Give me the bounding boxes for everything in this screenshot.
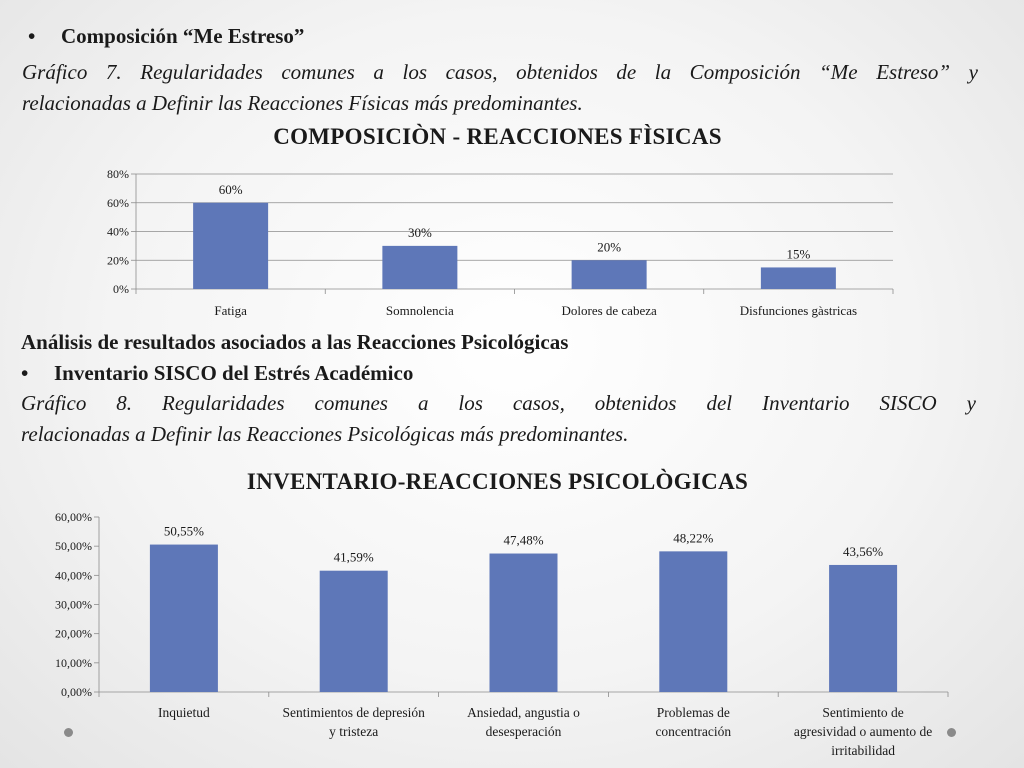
y-tick-label: 40,00% bbox=[55, 568, 92, 583]
x-tick-label: Problemas de bbox=[656, 705, 730, 720]
figure8-caption-line2: relacionadas a Definir las Reacciones Psicológicas más predominantes. bbox=[21, 422, 629, 446]
y-tick-label: 60,00% bbox=[55, 510, 92, 524]
figure7-caption-line1: Gráfico 7. Regularidades comunes a los casos, obtenidos de la Composición “Me Estreso” y bbox=[22, 60, 978, 84]
section2-heading: Análisis de resultados asociados a las Reacciones Psicológicas bbox=[21, 330, 569, 354]
bullet: • bbox=[28, 24, 36, 48]
bar bbox=[490, 554, 558, 692]
x-tick-label: Fatiga bbox=[214, 303, 247, 318]
data-label: 41,59% bbox=[333, 549, 374, 565]
slide-dot-left bbox=[64, 728, 73, 737]
x-tick-label: desesperación bbox=[485, 724, 562, 739]
figure7-caption-line2: relacionadas a Definir las Reacciones Físicas más predominantes. bbox=[22, 91, 583, 115]
y-tick-label: 60% bbox=[107, 195, 129, 210]
bar bbox=[829, 565, 897, 692]
chart1-title: COMPOSICIÒN - REACCIONES FÌSICAS bbox=[273, 124, 722, 149]
x-tick-label: irritabilidad bbox=[831, 743, 895, 758]
x-tick-label: Dolores de cabeza bbox=[561, 303, 657, 318]
slide-dot-right bbox=[947, 728, 956, 737]
chart2-title: INVENTARIO-REACCIONES PSICOLÒGICAS bbox=[246, 469, 749, 494]
y-tick-label: 40% bbox=[107, 224, 129, 239]
y-tick-label: 0,00% bbox=[61, 685, 92, 699]
y-tick-label: 20% bbox=[107, 253, 129, 268]
y-tick-label: 20,00% bbox=[55, 626, 92, 641]
figure8-caption-line1: Gráfico 8. Regularidades comunes a los casos, obtenidos del Inventario SISCO y bbox=[21, 391, 976, 415]
y-tick-label: 80% bbox=[107, 167, 129, 181]
data-label: 50,55% bbox=[163, 523, 204, 539]
section1-heading: Composición “Me Estreso” bbox=[61, 24, 305, 48]
data-label: 60% bbox=[218, 181, 243, 197]
x-tick-label: concentración bbox=[655, 724, 732, 739]
data-label: 48,22% bbox=[673, 530, 714, 546]
y-tick-label: 10,00% bbox=[55, 655, 92, 670]
bullet: • bbox=[21, 361, 29, 385]
y-tick-label: 30,00% bbox=[55, 597, 92, 612]
bar bbox=[150, 545, 218, 692]
data-label: 20% bbox=[597, 239, 622, 255]
y-tick-label: 0% bbox=[113, 282, 129, 296]
x-tick-label: Inquietud bbox=[158, 705, 210, 720]
data-label: 43,56% bbox=[843, 543, 884, 559]
data-label: 15% bbox=[786, 246, 811, 262]
bar bbox=[320, 571, 388, 692]
bar bbox=[659, 551, 727, 692]
x-tick-label: Ansiedad, angustia o bbox=[467, 705, 580, 720]
x-tick-label: Sentimiento de bbox=[822, 705, 904, 720]
x-tick-label: Somnolencia bbox=[385, 303, 454, 318]
x-tick-label: y tristeza bbox=[329, 724, 379, 739]
y-tick-label: 50,00% bbox=[55, 539, 92, 554]
x-tick-label: Disfunciones gàstricas bbox=[739, 303, 858, 318]
data-label: 47,48% bbox=[503, 532, 544, 548]
section2-subheading: Inventario SISCO del Estrés Académico bbox=[54, 361, 414, 385]
x-tick-label: agresividad o aumento de bbox=[793, 724, 933, 739]
data-label: 30% bbox=[407, 224, 432, 240]
x-tick-label: Sentimientos de depresión bbox=[282, 705, 425, 720]
